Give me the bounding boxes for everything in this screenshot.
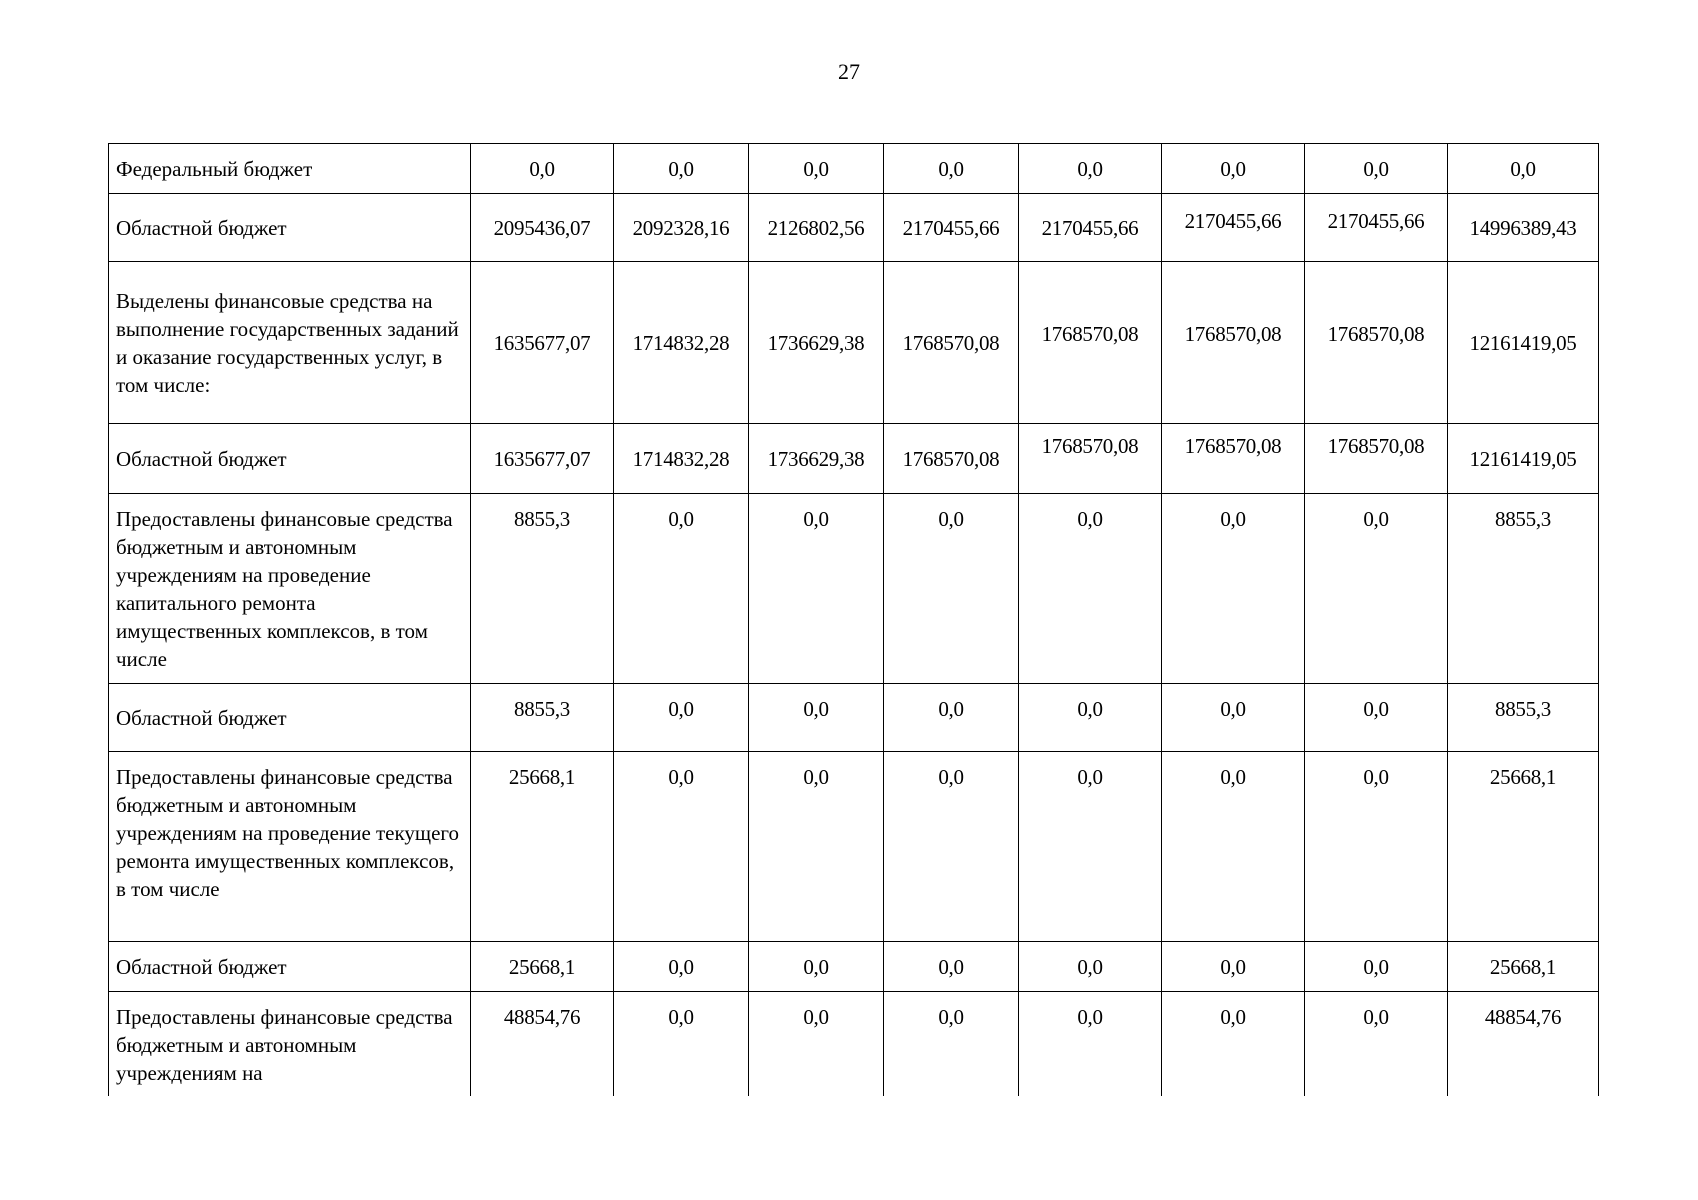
table-cell: 12161419,05 [1448,262,1599,424]
table-row [109,494,1599,684]
table-cell: 0,0 [884,144,1019,194]
table-cell: 0,0 [1162,752,1305,942]
table-cell: 1768570,08 [884,424,1019,494]
table-cell: 2170455,66 [1162,194,1305,262]
row-label: Выделены финансовые средства на выполнение государственных заданий и оказание государственных услуг, в том числе: [109,262,471,424]
table-cell: 1768570,08 [1019,424,1162,494]
table-cell: 0,0 [884,992,1019,1096]
table-row [109,684,1599,752]
table-cell: 0,0 [1305,942,1448,992]
budget-table [108,143,1599,1096]
table-cell: 0,0 [749,144,884,194]
table-cell: 0,0 [614,684,749,752]
row-label: Областной бюджет [109,684,471,752]
table-cell: 0,0 [884,684,1019,752]
row-label: Федеральный бюджет [109,144,471,194]
table-cell: 0,0 [614,752,749,942]
page-number: 27 [838,59,860,84]
row-label: Областной бюджет [109,424,471,494]
table-cell: 0,0 [884,942,1019,992]
table-cell: 1635677,07 [471,262,614,424]
table-cell: 25668,1 [471,942,614,992]
table-cell: 1768570,08 [1305,262,1448,424]
table-cell: 0,0 [614,494,749,684]
table-cell: 0,0 [749,684,884,752]
row-label: Областной бюджет [109,942,471,992]
table-cell: 2170455,66 [1019,194,1162,262]
table-cell: 2170455,66 [1305,194,1448,262]
table-cell: 0,0 [749,494,884,684]
table-cell: 1768570,08 [1305,424,1448,494]
table-row [109,752,1599,942]
table-cell: 8855,3 [1448,684,1599,752]
table-cell: 0,0 [614,144,749,194]
table-cell: 2170455,66 [884,194,1019,262]
table-row [109,942,1599,992]
table-cell: 1768570,08 [1162,424,1305,494]
table-cell: 8855,3 [471,494,614,684]
table-cell: 0,0 [1019,684,1162,752]
table-cell: 0,0 [884,752,1019,942]
table-row [109,424,1599,494]
table-cell: 1768570,08 [1162,262,1305,424]
table-cell: 25668,1 [471,752,614,942]
row-label: Предоставлены финансовые средства бюджетным и автономным учреждениям на проведение капитального ремонта имущественных комплексов, в том числе [109,494,471,684]
table-cell: 25668,1 [1448,752,1599,942]
table-cell: 0,0 [1162,144,1305,194]
table-row [109,194,1599,262]
table-cell: 25668,1 [1448,942,1599,992]
table-cell: 0,0 [1305,684,1448,752]
table-cell: 2126802,56 [749,194,884,262]
table-cell: 0,0 [1162,494,1305,684]
table-cell: 0,0 [1305,752,1448,942]
table-cell: 0,0 [1019,494,1162,684]
table-cell: 48854,76 [471,992,614,1096]
table-cell: 0,0 [1019,942,1162,992]
table-cell: 0,0 [1305,494,1448,684]
table-cell: 0,0 [1305,992,1448,1096]
table-cell: 0,0 [1019,144,1162,194]
table-cell: 1736629,38 [749,424,884,494]
table-cell: 1768570,08 [884,262,1019,424]
table-cell: 0,0 [749,942,884,992]
table-cell: 1736629,38 [749,262,884,424]
table-cell: 0,0 [614,992,749,1096]
table-cell: 2095436,07 [471,194,614,262]
table-cell: 48854,76 [1448,992,1599,1096]
table-cell: 0,0 [1019,992,1162,1096]
table-cell: 0,0 [471,144,614,194]
row-label: Предоставлены финансовые средства бюджетным и автономным учреждениям на [109,992,471,1096]
table-cell: 0,0 [614,942,749,992]
table-cell: 0,0 [1162,684,1305,752]
table-cell: 0,0 [1448,144,1599,194]
table-cell: 2092328,16 [614,194,749,262]
table-cell: 0,0 [1162,942,1305,992]
table-cell: 1635677,07 [471,424,614,494]
table-cell: 0,0 [1162,992,1305,1096]
table-cell: 0,0 [1305,144,1448,194]
table-row [109,992,1599,1096]
table-cell: 0,0 [749,752,884,942]
table-cell: 1714832,28 [614,262,749,424]
table-cell: 8855,3 [1448,494,1599,684]
table-cell: 0,0 [884,494,1019,684]
table-cell: 8855,3 [471,684,614,752]
table-cell: 0,0 [749,992,884,1096]
table-row [109,144,1599,194]
row-label: Областной бюджет [109,194,471,262]
row-label: Предоставлены финансовые средства бюджетным и автономным учреждениям на проведение текущего ремонта имущественных комплексов, в том числе [109,752,471,942]
table-cell: 14996389,43 [1448,194,1599,262]
table-cell: 1714832,28 [614,424,749,494]
table-cell: 0,0 [1019,752,1162,942]
table-row [109,262,1599,424]
table-cell: 12161419,05 [1448,424,1599,494]
table-cell: 1768570,08 [1019,262,1162,424]
